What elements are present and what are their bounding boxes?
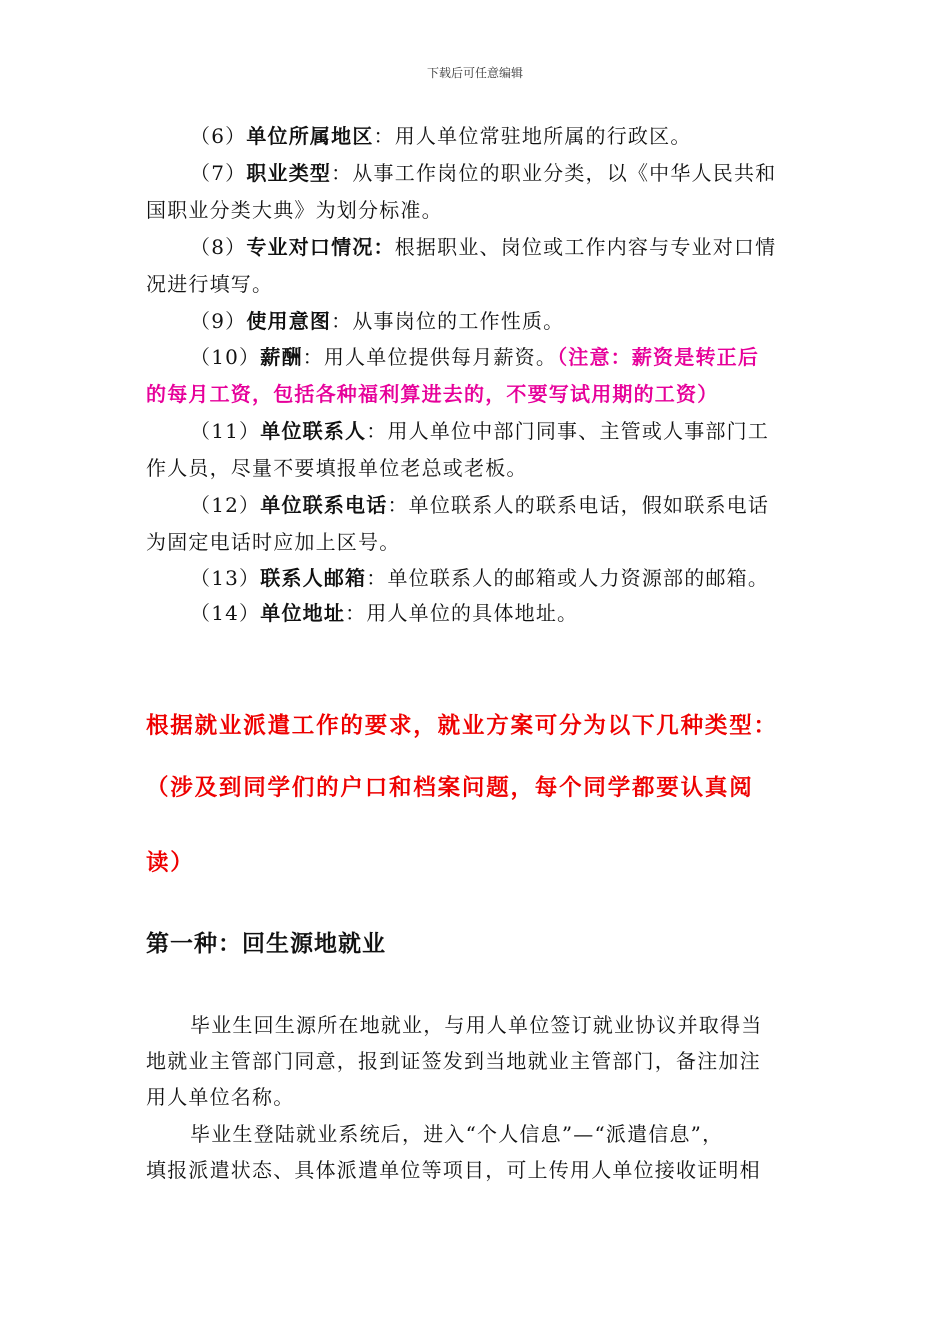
- item-12-cont: 为固定电话时应加上区号。: [146, 530, 401, 554]
- item-8-cont: 况进行填写。: [146, 272, 274, 296]
- item-9: （9）使用意图：从事岗位的工作性质。: [190, 309, 565, 333]
- plan-types-note-cont: 读）: [146, 850, 195, 876]
- item-13: （13）联系人邮箱：单位联系人的邮箱或人力资源部的邮箱。: [190, 566, 770, 590]
- item-7: （7）职业类型：从事工作岗位的职业分类，以《中华人民共和: [190, 161, 777, 185]
- section-heading: 第一种：回生源地就业: [146, 930, 386, 957]
- paragraph-1-line-2: 地就业主管部门同意，报到证签发到当地就业主管部门，备注加注: [146, 1049, 761, 1073]
- item-7-cont: 国职业分类大典》为划分标准。: [146, 198, 443, 222]
- paragraph-2-line-1: 毕业生登陆就业系统后，进入“个人信息”—“派遣信息”，: [190, 1122, 724, 1146]
- paragraph-1-line-1: 毕业生回生源所在地就业，与用人单位签订就业协议并取得当: [190, 1013, 763, 1037]
- item-8: （8）专业对口情况：根据职业、岗位或工作内容与专业对口情: [190, 235, 777, 259]
- item-10: （10）薪酬：用人单位提供每月薪资。（注意：薪资是转正后: [190, 345, 760, 369]
- item-11-cont: 作人员，尽量不要填报单位老总或老板。: [146, 456, 528, 480]
- paragraph-1-line-3: 用人单位名称。: [146, 1085, 295, 1109]
- item-14: （14）单位地址：用人单位的具体地址。: [190, 601, 579, 625]
- page-header: 下载后可任意编辑: [426, 66, 523, 80]
- item-11: （11）单位联系人：用人单位中部门同事、主管或人事部门工: [190, 419, 770, 443]
- paragraph-2-line-2: 填报派遣状态、具体派遣单位等项目，可上传用人单位接收证明相: [146, 1158, 761, 1182]
- item-6: （6）单位所属地区：用人单位常驻地所属的行政区。: [190, 124, 692, 148]
- plan-types-intro: 根据就业派遣工作的要求，就业方案可分为以下几种类型：: [146, 713, 778, 739]
- item-10-note: 的每月工资，包括各种福利算进去的，不要写试用期的工资）: [146, 382, 719, 406]
- plan-types-note: （涉及到同学们的户口和档案问题，每个同学都要认真阅: [146, 775, 754, 801]
- item-12: （12）单位联系电话：单位联系人的联系电话，假如联系电话: [190, 493, 770, 517]
